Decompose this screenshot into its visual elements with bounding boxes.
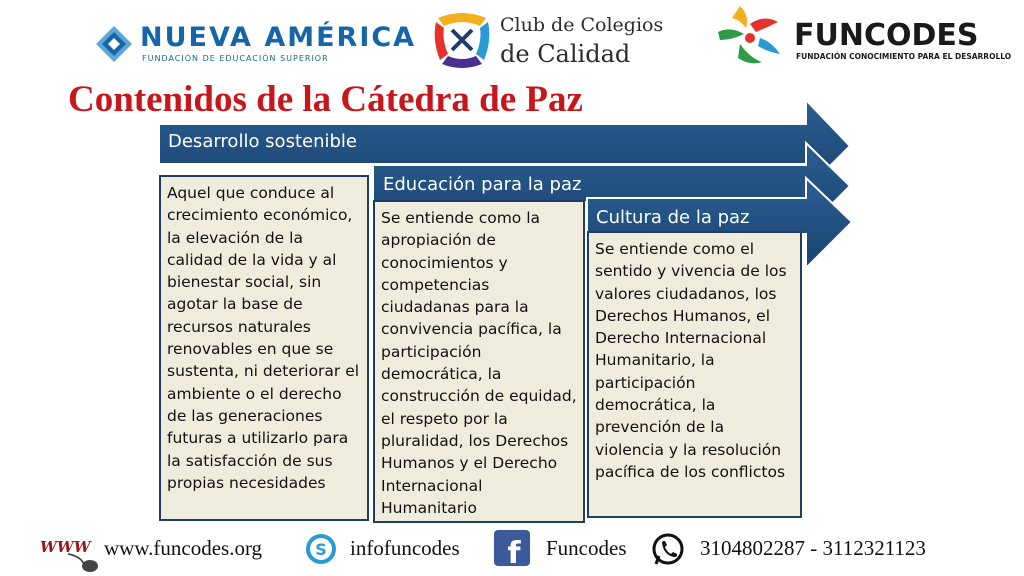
heading-desarrollo-sostenible: Desarrollo sostenible [168, 131, 357, 152]
page-title: Contenidos de la Cátedra de Paz [68, 79, 583, 120]
nueva-america-name: NUEVA AMÉRICA [140, 22, 417, 53]
funcodes-subtitle: FUNDACIÓN CONOCIMIENTO PARA EL DESARROLLO [796, 52, 1012, 61]
funcodes-name: FUNCODES [794, 18, 979, 53]
svg-text:S: S [315, 540, 327, 559]
club-line1: Club de Colegios [500, 14, 664, 36]
skype-icon [304, 534, 338, 564]
heading-educacion-para-la-paz: Educación para la paz [383, 174, 582, 195]
body-desarrollo-sostenible: Aquel que conduce al crecimiento económico, la elevación de la calidad de la vida y al bienestar social, sin agotar la base de recursos naturales renovables en que se sustenta, ni deteriorar el ambiente o el derecho de las generaciones futuras a utilizarlo para la satisfacción de sus propias necesidades [159, 175, 369, 521]
mouse-icon [66, 552, 102, 574]
body-cultura-de-la-paz: Se entiende como el sentido y vivencia de los valores ciudadanos, los Derechos Humanos, el Derecho Internacional Humanitario, la participación democrática, la prevención de la violencia y la resolución pacífica de los conflictos [587, 231, 802, 518]
body-educacion-para-la-paz: Se entiende como la apropiación de conocimientos y competencias ciudadanas para la convivencia pacífica, la participación democrática, la construcción de equidad, el respeto por la pluralidad, los Derechos Humanos y el Derecho Internacional Humanitario [373, 200, 585, 523]
svg-text:f: f [507, 536, 521, 566]
facebook-icon [494, 530, 530, 566]
skype-handle[interactable]: infofuncodes [350, 536, 460, 560]
heading-cultura-de-la-paz: Cultura de la paz [596, 207, 750, 228]
club-line2: de Calidad [500, 40, 631, 68]
facebook-handle[interactable]: Funcodes [546, 536, 627, 560]
phone-numbers[interactable]: 3104802287 - 3112321123 [700, 536, 926, 560]
whatsapp-icon [650, 532, 686, 568]
nueva-america-subtitle: FUNDACIÓN DE EDUCACIÓN SUPERIOR [142, 54, 329, 63]
footer [0, 524, 1024, 574]
www-badge: WWW [40, 538, 91, 556]
website-link[interactable]: www.funcodes.org [104, 536, 263, 560]
